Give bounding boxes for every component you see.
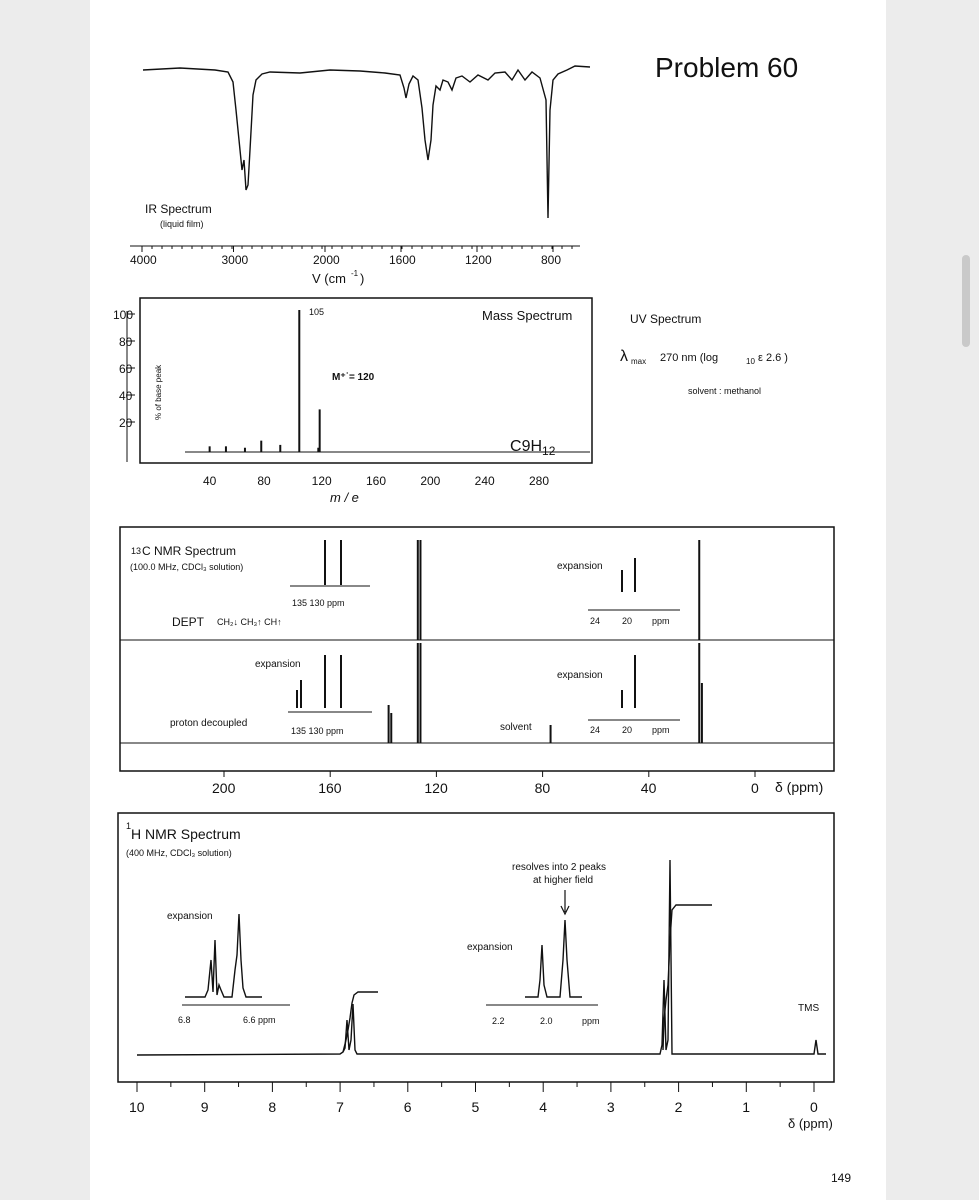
svg-text:-1: -1 xyxy=(351,269,359,278)
ir-tick-label: 4000 xyxy=(130,253,157,267)
c13-solvent-label: solvent xyxy=(500,722,532,733)
h1-tick-label: 1 xyxy=(742,1099,751,1115)
ir-trace xyxy=(143,66,590,218)
svg-text:20: 20 xyxy=(622,725,633,735)
h1-tick-label: 3 xyxy=(606,1099,615,1115)
mass-xtick-label: 120 xyxy=(311,474,332,488)
svg-text:24: 24 xyxy=(590,725,601,735)
c13-expansion-dept: expansion xyxy=(557,561,603,572)
h1-tick-label: 8 xyxy=(268,1099,277,1115)
svg-text:24: 24 xyxy=(590,616,601,626)
svg-text:V (cm: V (cm xyxy=(312,271,346,286)
mass-ytick-label: 100 xyxy=(113,308,134,322)
svg-text:ppm: ppm xyxy=(652,616,670,626)
dept-label: DEPT xyxy=(172,615,205,629)
c13-tick-label: 160 xyxy=(318,780,342,796)
c13-nmr-spectrum xyxy=(120,527,834,796)
mass-spectrum xyxy=(113,298,592,505)
svg-text:): ) xyxy=(360,271,365,286)
ir-subtitle: (liquid film) xyxy=(160,219,204,229)
mass-xtick-label: 80 xyxy=(257,474,271,488)
svg-text:135 130 ppm: 135 130 ppm xyxy=(292,598,345,608)
ir-tick-label: 1600 xyxy=(389,253,416,267)
dept-aromatic-inset xyxy=(290,540,370,608)
svg-text:20: 20 xyxy=(622,616,633,626)
c13-expansion-decoupled: expansion xyxy=(557,670,603,681)
uv-solvent: solvent : methanol xyxy=(688,386,762,396)
mass-xtick-label: 200 xyxy=(420,474,441,488)
page-number: 149 xyxy=(831,1171,852,1185)
svg-text:6.8: 6.8 xyxy=(178,1015,191,1025)
h1-note-line1: resolves into 2 peaks xyxy=(512,862,606,873)
c13-expansion-aromatic: expansion xyxy=(255,659,301,670)
uv-title: UV Spectrum xyxy=(630,312,702,326)
mass-ytick-label: 40 xyxy=(119,389,133,403)
uv-epsilon: ε 2.6 ) xyxy=(758,352,788,364)
svg-text:ppm: ppm xyxy=(652,725,670,735)
h1-tick-label: 10 xyxy=(129,1099,145,1115)
mass-formula: $C9H_{12}$ xyxy=(510,438,556,458)
dept-legend: CH₂↓ CH₃↑ CH↑ xyxy=(217,617,282,627)
h1-title-sup: 1 xyxy=(126,821,132,831)
mass-title: Mass Spectrum xyxy=(482,308,573,323)
h1-tick-label: 0 xyxy=(810,1099,818,1115)
ir-title: IR Spectrum xyxy=(145,202,212,216)
mass-molecular-ion-label: M⁺˙= 120 xyxy=(332,372,375,383)
proton-decoupled-label: proton decoupled xyxy=(170,718,248,729)
ir-tick-label: 800 xyxy=(541,253,562,267)
h1-tick-label: 9 xyxy=(200,1099,209,1115)
mass-ylabel: % of base peak xyxy=(154,364,163,420)
ir-tick-label: 2000 xyxy=(313,253,340,267)
h1-integral-aliphatic xyxy=(663,905,712,1050)
c13-tick-label: 200 xyxy=(212,780,236,796)
h1-title: H NMR Spectrum xyxy=(131,826,241,842)
h1-note-arrow xyxy=(561,890,569,914)
h1-tick-label: 2 xyxy=(674,1099,683,1115)
h1-expansion-right: expansion xyxy=(467,942,513,953)
uv-lambda-sub: max xyxy=(631,357,647,366)
h1-nmr-spectrum xyxy=(118,813,834,1131)
decoupled-aliphatic-inset xyxy=(588,655,680,735)
uv-lambda-value: 270 nm (log xyxy=(660,352,719,364)
mass-base-peak-label: 105 xyxy=(309,307,325,317)
h1-tick-label: 4 xyxy=(539,1099,547,1115)
h1-expansion-left: expansion xyxy=(167,911,213,922)
ir-axis-title xyxy=(312,269,364,286)
svg-text:ppm: ppm xyxy=(582,1016,600,1026)
uv-log-sub: 10 xyxy=(746,357,755,366)
c13-axis-title: δ (ppm) xyxy=(775,779,824,795)
c13-tick-label: 80 xyxy=(534,780,551,796)
mass-xtick-label: 280 xyxy=(529,474,550,488)
c13-tick-label: 40 xyxy=(640,780,657,796)
mass-xtick-label: 160 xyxy=(366,474,387,488)
c13-title-sup: 13 xyxy=(131,546,142,556)
h1-tick-label: 6 xyxy=(403,1099,412,1115)
tms-label: TMS xyxy=(798,1003,820,1014)
decoupled-aromatic-inset xyxy=(288,655,372,736)
mass-xtick-label: 40 xyxy=(203,474,217,488)
svg-text:2.2: 2.2 xyxy=(492,1016,505,1026)
h1-tick-label: 7 xyxy=(336,1099,344,1115)
ir-tick-label: 1200 xyxy=(465,253,492,267)
lambda-symbol: λ xyxy=(620,348,628,365)
h1-tick-label: 5 xyxy=(471,1099,480,1115)
ir-tick-label: 3000 xyxy=(221,253,249,267)
mass-ytick-label: 20 xyxy=(119,416,133,430)
svg-text:135 130 ppm: 135 130 ppm xyxy=(291,726,344,736)
mass-xtick-label: 240 xyxy=(474,474,495,488)
h1-aliphatic-inset xyxy=(486,920,600,1026)
mass-ytick-label: 60 xyxy=(119,362,133,376)
c13-subtitle: (100.0 MHz, CDCl₃ solution) xyxy=(130,562,244,572)
h1-aromatic-inset xyxy=(178,914,290,1025)
mass-ytick-label: 80 xyxy=(119,335,133,349)
svg-text:2.0: 2.0 xyxy=(540,1016,553,1026)
h1-subtitle: (400 MHz, CDCl₃ solution) xyxy=(126,848,232,858)
c13-title: C NMR Spectrum xyxy=(142,544,237,558)
page-title: Problem 60 xyxy=(655,52,799,83)
mass-xlabel: m / e xyxy=(330,490,359,505)
uv-spectrum-info xyxy=(620,312,788,396)
h1-axis-title: δ (ppm) xyxy=(788,1116,833,1131)
ir-spectrum xyxy=(130,66,590,286)
c13-tick-label: 0 xyxy=(751,780,759,796)
c13-tick-label: 120 xyxy=(424,780,448,796)
svg-text:6.6 ppm: 6.6 ppm xyxy=(243,1015,276,1025)
h1-note-line2: at higher field xyxy=(533,875,594,886)
